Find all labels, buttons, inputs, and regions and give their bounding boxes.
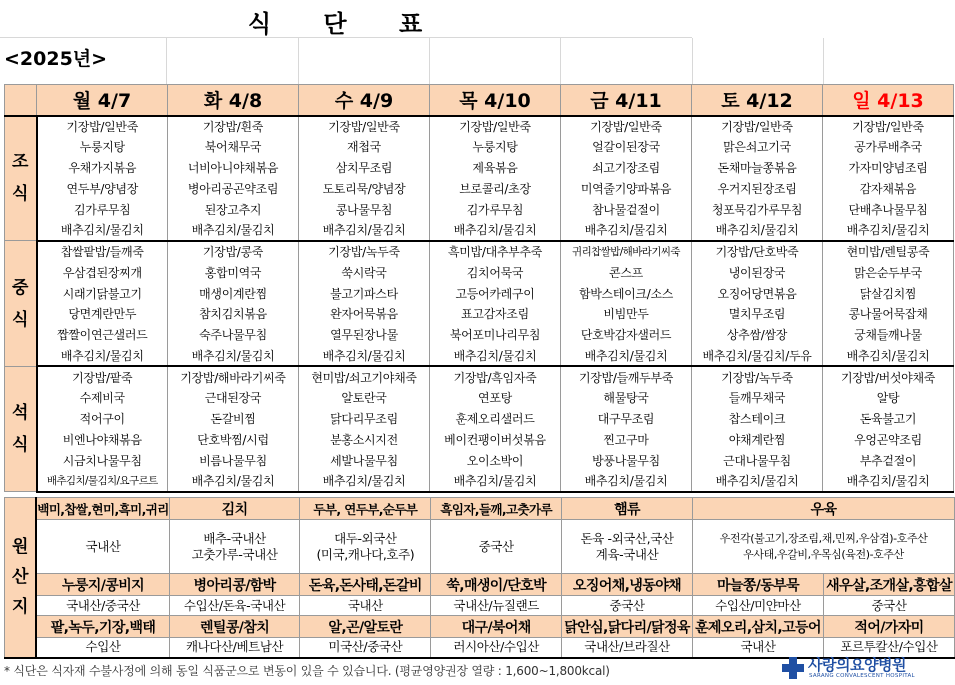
menu-item: 비엔나야채볶음 <box>37 429 168 450</box>
origin-value: 포르투칼산/수입산 <box>823 638 954 658</box>
menu-item: 기장밥/흑임자죽 <box>430 366 561 387</box>
origin-category: 마늘쫑/동부묵 <box>693 574 824 596</box>
menu-row <box>5 366 954 387</box>
menu-item: 들깨무채국 <box>692 387 823 408</box>
origin-value: 국내산 <box>36 520 169 574</box>
menu-item: 배추김치/물김치 <box>168 220 299 241</box>
menu-item: 근대된장국 <box>168 387 299 408</box>
origin-value: 국내산 <box>693 638 824 658</box>
grid-line <box>166 38 167 84</box>
menu-item: 배추김치/물김치 <box>561 220 692 241</box>
menu-item: 완자어묵볶음 <box>299 304 430 325</box>
menu-table <box>4 84 954 493</box>
menu-item: 멸치무조림 <box>692 304 823 325</box>
menu-row <box>5 136 954 157</box>
origin-value: 중국산 <box>562 596 693 616</box>
origin-value: 러시아산/수입산 <box>431 638 562 658</box>
menu-item: 배추김치/물김치 <box>299 345 430 366</box>
origin-row <box>5 616 955 638</box>
menu-item: 배추김치/물김치 <box>561 471 692 492</box>
menu-item: 표고감자조림 <box>430 304 561 325</box>
menu-item: 현미밥/렌틸콩죽 <box>823 241 954 262</box>
origin-category: 닭안심,닭다리/닭정육 <box>562 616 693 638</box>
menu-item: 알탕 <box>823 387 954 408</box>
origin-value: 수입산/미얀마산 <box>693 596 824 616</box>
grid-line <box>560 38 561 84</box>
menu-row <box>5 199 954 220</box>
menu-item: 배추김치/물김치 <box>823 220 954 241</box>
menu-item: 훈제오리샐러드 <box>430 408 561 429</box>
origin-value: 국내산/중국산 <box>36 596 169 616</box>
menu-item: 우삼겹된장찌개 <box>37 262 168 283</box>
origin-category: 오징어채,냉동야채 <box>562 574 693 596</box>
menu-row <box>5 429 954 450</box>
origin-category: 쑥,매생이/단호박 <box>431 574 562 596</box>
menu-item: 재첩국 <box>299 136 430 157</box>
menu-item: 배추김치/물김치 <box>430 471 561 492</box>
menu-row <box>5 116 954 137</box>
cross-icon <box>782 657 804 679</box>
origin-row <box>5 574 955 596</box>
menu-item: 기장밥/버섯야채죽 <box>823 366 954 387</box>
day-header: 수 4/9 <box>299 85 430 116</box>
menu-item: 기장밥/흰죽 <box>168 116 299 137</box>
menu-item: 청포묵김가루무침 <box>692 199 823 220</box>
day-header: 월 4/7 <box>37 85 168 116</box>
menu-item: 흑미밥/대추부추죽 <box>430 241 561 262</box>
menu-item: 부추겉절이 <box>823 450 954 471</box>
menu-item: 기장밥/들깨두부죽 <box>561 366 692 387</box>
menu-item: 브로콜리/초장 <box>430 178 561 199</box>
menu-row <box>5 220 954 241</box>
menu-item: 배추김치/물김치/두유 <box>692 345 823 366</box>
origin-value: 미국산/중국산 <box>300 638 431 658</box>
menu-item: 돈육불고기 <box>823 408 954 429</box>
origin-value: 우전각(불고기,장조림,채,민찌,우삼겹)-호주산 우사태,우갈비,우목심(육전)-호주산 <box>693 520 955 574</box>
menu-row <box>5 178 954 199</box>
menu-item: 불고기파스타 <box>299 283 430 304</box>
origin-category: 두부, 연두부,순두부 <box>300 498 431 520</box>
logo-name: 사랑의요양병원 <box>808 656 906 674</box>
origin-category: 훈제오리,삼치,고등어 <box>693 616 824 638</box>
menu-item: 콩나물무침 <box>299 199 430 220</box>
menu-item: 해물탕국 <box>561 387 692 408</box>
menu-item: 찹쌀팥밥/들깨죽 <box>37 241 168 262</box>
menu-item: 시금치나물무침 <box>37 450 168 471</box>
day-header: 일 4/13 <box>823 85 954 116</box>
menu-row <box>5 408 954 429</box>
menu-item: 배추김치/물김치 <box>299 220 430 241</box>
origin-category: 백미,찹쌀,현미,흑미,귀리 <box>36 498 169 520</box>
menu-row <box>5 283 954 304</box>
origin-category: 알,곤/알토란 <box>300 616 431 638</box>
menu-item: 열무된장나물 <box>299 324 430 345</box>
menu-item: 현미밥/쇠고기야채죽 <box>299 366 430 387</box>
day-header-row <box>5 85 954 116</box>
origin-category: 우육 <box>693 498 955 520</box>
menu-item: 단호박감자샐러드 <box>561 324 692 345</box>
menu-item: 돈채마늘쫑볶음 <box>692 157 823 178</box>
menu-item: 오징어당면볶음 <box>692 283 823 304</box>
logo-subtitle: SARANG CONVALESCENT HOSPITAL <box>809 673 915 679</box>
menu-item: 배추김치/물김치 <box>823 345 954 366</box>
menu-item: 돈갈비찜 <box>168 408 299 429</box>
menu-item: 닭살김치찜 <box>823 283 954 304</box>
origin-value: 중국산 <box>431 520 562 574</box>
menu-item: 기장밥/일반죽 <box>430 116 561 137</box>
menu-item: 기장밥/일반죽 <box>37 116 168 137</box>
menu-item: 홍합미역국 <box>168 262 299 283</box>
menu-item: 북어채무국 <box>168 136 299 157</box>
menu-item: 우거지된장조림 <box>692 178 823 199</box>
menu-row <box>5 345 954 366</box>
menu-item: 기장밥/일반죽 <box>561 116 692 137</box>
menu-row <box>5 262 954 283</box>
grid-line <box>692 38 693 84</box>
origin-value: 수입산/돈육-국내산 <box>169 596 300 616</box>
grid-line <box>823 38 824 84</box>
menu-item: 단배추나물무침 <box>823 199 954 220</box>
origin-category: 흑임자,들깨,고춧가루 <box>431 498 562 520</box>
menu-item: 찹스테이크 <box>692 408 823 429</box>
menu-item: 우채가지볶음 <box>37 157 168 178</box>
menu-item: 배추김치/물김치 <box>37 220 168 241</box>
page-title: 식 단 표 <box>247 10 445 38</box>
origin-table <box>4 497 955 659</box>
menu-item: 배추김치/물김치/요구르트 <box>37 471 168 492</box>
menu-item: 참나물겉절이 <box>561 199 692 220</box>
menu-item: 분홍소시지전 <box>299 429 430 450</box>
menu-item: 연포탕 <box>430 387 561 408</box>
menu-item: 김가루무침 <box>430 199 561 220</box>
menu-item: 삼치무조림 <box>299 157 430 178</box>
menu-item: 너비아니야채볶음 <box>168 157 299 178</box>
meal-label: 조 식 <box>5 116 37 241</box>
menu-item: 알토란국 <box>299 387 430 408</box>
menu-item: 기장밥/일반죽 <box>692 116 823 137</box>
origin-row <box>5 520 955 574</box>
origin-category: 팥,녹두,기장,백태 <box>36 616 169 638</box>
menu-item: 찐고구마 <box>561 429 692 450</box>
menu-item: 기장밥/단호박죽 <box>692 241 823 262</box>
menu-item: 기장밥/일반죽 <box>299 116 430 137</box>
origin-value: 배추-국내산 고춧가루-국내산 <box>169 520 300 574</box>
origin-label: 원 산 지 <box>5 498 37 658</box>
menu-item: 김치어묵국 <box>430 262 561 283</box>
origin-value: 돈육 -외국산,국산 계육-국내산 <box>562 520 693 574</box>
menu-item: 기장밥/해바라기씨죽 <box>168 366 299 387</box>
menu-row <box>5 387 954 408</box>
menu-item: 누룽지탕 <box>37 136 168 157</box>
menu-item: 맑은쇠고기국 <box>692 136 823 157</box>
menu-item: 함박스테이크/소스 <box>561 283 692 304</box>
grid-line <box>429 38 430 84</box>
menu-item: 콩나물어묵잡채 <box>823 304 954 325</box>
origin-value: 국내산/뉴질랜드 <box>431 596 562 616</box>
origin-value: 수입산 <box>36 638 169 658</box>
grid-line <box>298 38 299 84</box>
menu-item: 닭다리무조림 <box>299 408 430 429</box>
menu-item: 기장밥/녹두죽 <box>299 241 430 262</box>
menu-item: 매생이계란찜 <box>168 283 299 304</box>
origin-value: 국내산 <box>300 596 431 616</box>
menu-item: 김가루무침 <box>37 199 168 220</box>
menu-item: 도토리묵/양념장 <box>299 178 430 199</box>
origin-value: 중국산 <box>823 596 954 616</box>
menu-item: 된장고추지 <box>168 199 299 220</box>
menu-item: 기장밥/콩죽 <box>168 241 299 262</box>
day-header: 금 4/11 <box>561 85 692 116</box>
menu-item: 당면계란만두 <box>37 304 168 325</box>
menu-item: 병아리공곤약조림 <box>168 178 299 199</box>
origin-category: 적어/가자미 <box>823 616 954 638</box>
footer-note: * 식단은 식자재 수불사정에 의해 동일 식품군으로 변동이 있을 수 있습니다. (평균영양권장 열량 : 1,600~1,800kcal) <box>4 664 610 678</box>
menu-item: 야채계란찜 <box>692 429 823 450</box>
menu-row <box>5 324 954 345</box>
menu-item: 배추김치/물김치 <box>430 345 561 366</box>
menu-row <box>5 241 954 262</box>
menu-item: 참치김치볶음 <box>168 304 299 325</box>
menu-item: 세발나물무침 <box>299 450 430 471</box>
menu-item: 숙주나물무침 <box>168 324 299 345</box>
menu-item: 쑥시락국 <box>299 262 430 283</box>
corner-cell <box>5 85 37 116</box>
menu-item: 배추김치/물김치 <box>692 471 823 492</box>
origin-category: 대구/북어채 <box>431 616 562 638</box>
menu-item: 시래기닭불고기 <box>37 283 168 304</box>
menu-item: 대구무조림 <box>561 408 692 429</box>
origin-value: 대두-외국산 (미국,캐나다,호주) <box>300 520 431 574</box>
menu-item: 북어포미나리무침 <box>430 324 561 345</box>
menu-item: 가자미양념조림 <box>823 157 954 178</box>
hospital-logo <box>782 654 952 682</box>
menu-row <box>5 157 954 178</box>
menu-item: 배추김치/물김치 <box>168 345 299 366</box>
origin-category: 김치 <box>169 498 300 520</box>
menu-row <box>5 304 954 325</box>
menu-item: 연두부/양념장 <box>37 178 168 199</box>
origin-category: 새우살,조개살,홍합살 <box>823 574 954 596</box>
origin-value: 캐나다산/베트남산 <box>169 638 300 658</box>
meal-label: 중 식 <box>5 241 37 366</box>
origin-category: 병아리콩/함박 <box>169 574 300 596</box>
menu-item: 수제비국 <box>37 387 168 408</box>
menu-item: 우엉곤약조림 <box>823 429 954 450</box>
menu-item: 방풍나물무침 <box>561 450 692 471</box>
origin-category: 햄류 <box>562 498 693 520</box>
origin-category: 누룽지/콩비지 <box>36 574 169 596</box>
year-label: <2025년> <box>4 48 108 70</box>
menu-item: 배추김치/물김치 <box>823 471 954 492</box>
menu-item: 제육볶음 <box>430 157 561 178</box>
menu-item: 얼갈이된장국 <box>561 136 692 157</box>
menu-item: 배추김치/물김치 <box>692 220 823 241</box>
origin-value: 국내산/브라질산 <box>562 638 693 658</box>
menu-item: 근대나물무침 <box>692 450 823 471</box>
menu-item: 기장밥/팥죽 <box>37 366 168 387</box>
menu-item: 적어구이 <box>37 408 168 429</box>
menu-item: 단호박찜/시럽 <box>168 429 299 450</box>
origin-row <box>5 498 955 520</box>
origin-row <box>5 596 955 616</box>
meal-label: 석 식 <box>5 366 37 491</box>
menu-item: 배추김치/물김치 <box>37 345 168 366</box>
menu-item: 쇠고기장조림 <box>561 157 692 178</box>
menu-item: 감자채볶음 <box>823 178 954 199</box>
menu-item: 냉이된장국 <box>692 262 823 283</box>
menu-item: 공가루배추국 <box>823 136 954 157</box>
menu-item: 맑은순두부국 <box>823 262 954 283</box>
day-header: 목 4/10 <box>430 85 561 116</box>
menu-item: 오이소박이 <box>430 450 561 471</box>
day-header: 화 4/8 <box>168 85 299 116</box>
menu-item: 고등어카레구이 <box>430 283 561 304</box>
origin-category: 돈육,돈사태,돈갈비 <box>300 574 431 596</box>
menu-item: 기장밥/일반죽 <box>823 116 954 137</box>
day-header: 토 4/12 <box>692 85 823 116</box>
menu-row <box>5 450 954 471</box>
menu-item: 콘스프 <box>561 262 692 283</box>
menu-item: 누룽지탕 <box>430 136 561 157</box>
menu-item: 배추김치/물김치 <box>561 345 692 366</box>
menu-item: 궁채들깨나물 <box>823 324 954 345</box>
menu-item: 짭짤이연근샐러드 <box>37 324 168 345</box>
menu-item: 배추김치/물김치 <box>299 471 430 492</box>
menu-item: 배추김치/물김치 <box>168 471 299 492</box>
menu-item: 비빔만두 <box>561 304 692 325</box>
menu-item: 상추쌈/쌈장 <box>692 324 823 345</box>
title-row <box>0 0 692 38</box>
menu-item: 베이컨팽이버섯볶음 <box>430 429 561 450</box>
origin-category: 렌틸콩/참치 <box>169 616 300 638</box>
menu-item: 배추김치/물김치 <box>430 220 561 241</box>
menu-item: 기장밥/녹두죽 <box>692 366 823 387</box>
menu-item: 귀리찹쌀밥/해바라기씨죽 <box>561 241 692 262</box>
menu-item: 비름나물무침 <box>168 450 299 471</box>
menu-item: 미역줄기양파볶음 <box>561 178 692 199</box>
menu-row <box>5 471 954 492</box>
